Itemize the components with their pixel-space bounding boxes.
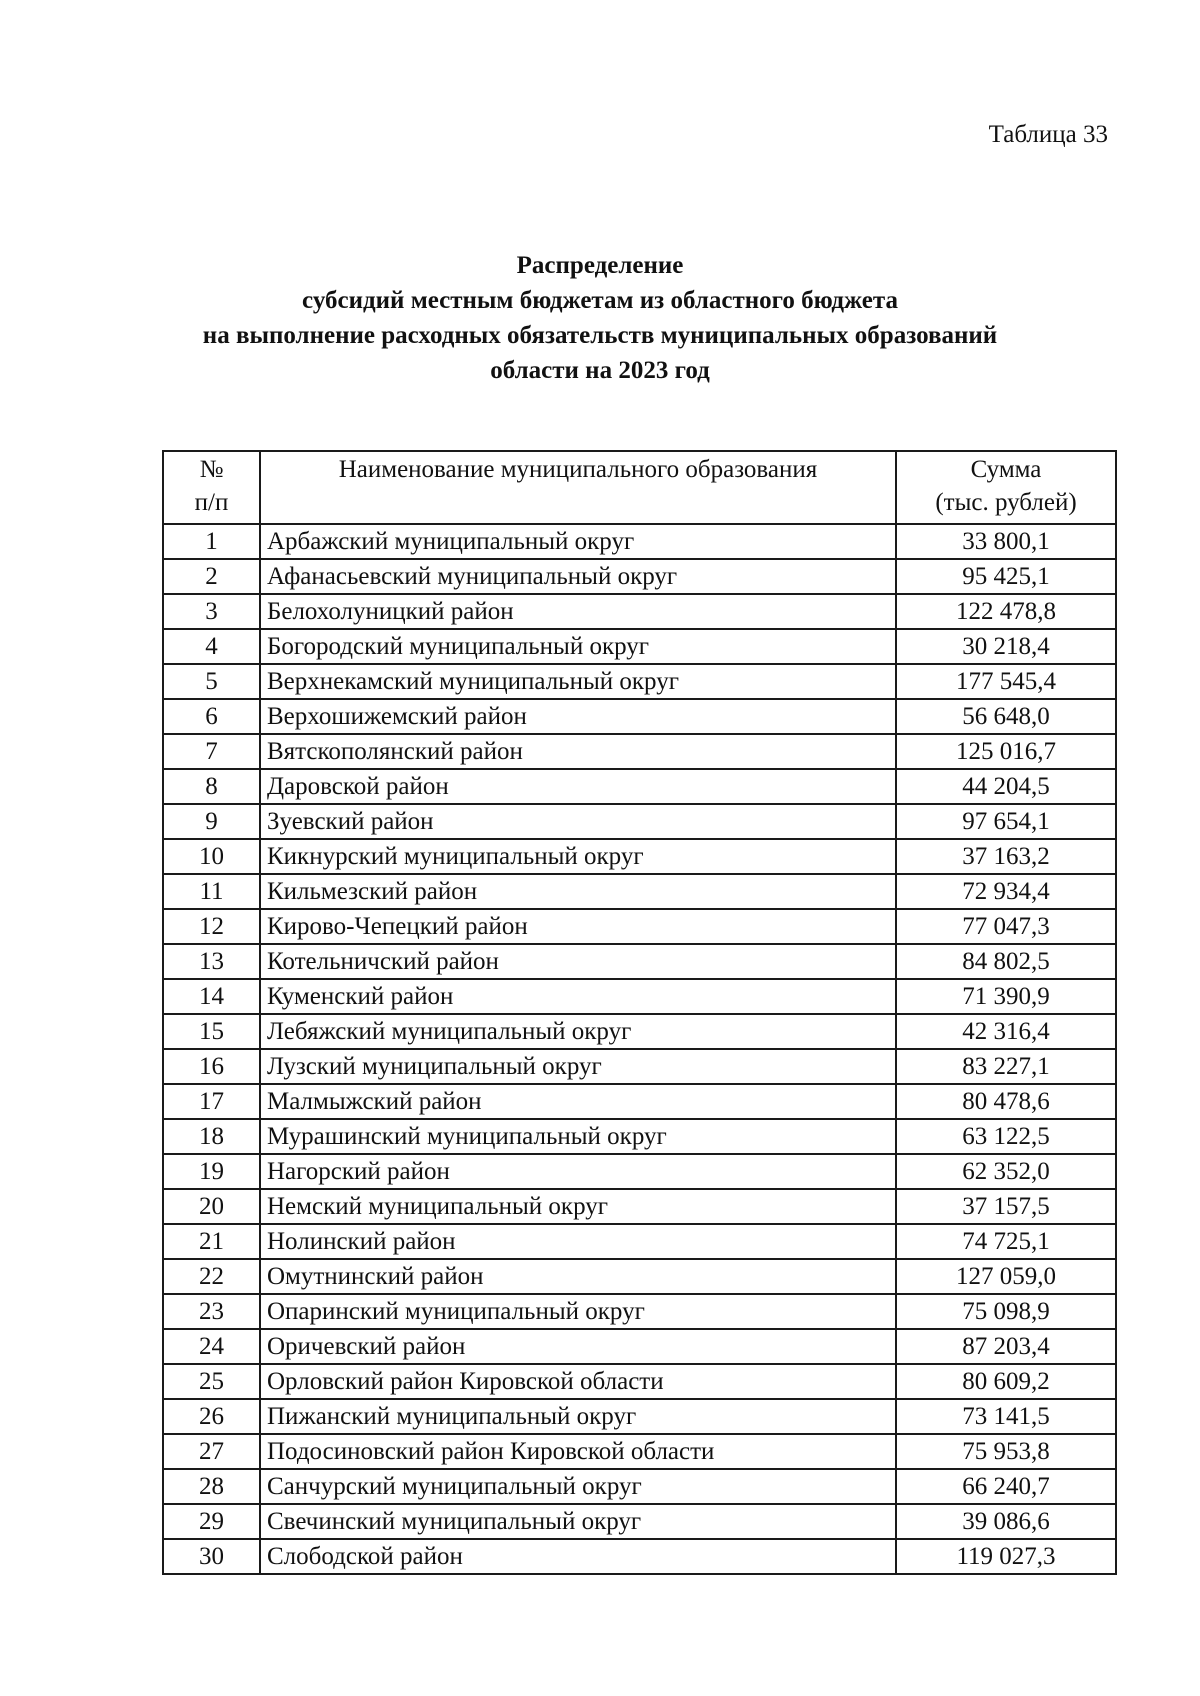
municipality-name-cell: Мурашинский муниципальный округ — [260, 1119, 896, 1154]
municipality-name-cell: Омутнинский район — [260, 1259, 896, 1294]
row-number-cell: 9 — [163, 804, 260, 839]
amount-cell: 125 016,7 — [896, 734, 1116, 769]
municipality-name-cell: Немский муниципальный округ — [260, 1189, 896, 1224]
header-sum-line2: (тыс. рублей) — [935, 489, 1077, 516]
municipality-name-cell: Подосиновский район Кировской области — [260, 1434, 896, 1469]
header-num — [163, 451, 260, 524]
row-number-cell: 27 — [163, 1434, 260, 1469]
row-number-cell: 17 — [163, 1084, 260, 1119]
header-name — [260, 451, 896, 524]
table-row — [163, 594, 1116, 629]
table-row — [163, 1119, 1116, 1154]
header-sum — [896, 451, 1116, 524]
amount-cell: 42 316,4 — [896, 1014, 1116, 1049]
amount-cell: 39 086,6 — [896, 1504, 1116, 1539]
municipality-name-cell: Кильмезский район — [260, 874, 896, 909]
row-number-cell: 3 — [163, 594, 260, 629]
header-sum-line1: Сумма — [970, 456, 1042, 483]
amount-cell: 80 609,2 — [896, 1364, 1116, 1399]
row-number-cell: 28 — [163, 1469, 260, 1504]
amount-cell: 37 157,5 — [896, 1189, 1116, 1224]
municipality-name-cell: Куменский район — [260, 979, 896, 1014]
table-row — [163, 1049, 1116, 1084]
amount-cell: 87 203,4 — [896, 1329, 1116, 1364]
table-row — [163, 629, 1116, 664]
table-row — [163, 874, 1116, 909]
municipality-name-cell: Даровской район — [260, 769, 896, 804]
amount-cell: 73 141,5 — [896, 1399, 1116, 1434]
table-row — [163, 1189, 1116, 1224]
row-number-cell: 8 — [163, 769, 260, 804]
amount-cell: 66 240,7 — [896, 1469, 1116, 1504]
amount-cell: 119 027,3 — [896, 1539, 1116, 1574]
row-number-cell: 25 — [163, 1364, 260, 1399]
amount-cell: 71 390,9 — [896, 979, 1116, 1014]
municipality-name-cell: Нолинский район — [260, 1224, 896, 1259]
amount-cell: 56 648,0 — [896, 699, 1116, 734]
amount-cell: 37 163,2 — [896, 839, 1116, 874]
amount-cell: 75 098,9 — [896, 1294, 1116, 1329]
heading-line: на выполнение расходных обязательств муниципальных образований — [202, 322, 998, 349]
header-num-line1: № — [199, 456, 224, 483]
table-row — [163, 1154, 1116, 1189]
row-number-cell: 7 — [163, 734, 260, 769]
table-row — [163, 1399, 1116, 1434]
municipality-name-cell: Оричевский район — [260, 1329, 896, 1364]
table-row — [163, 1084, 1116, 1119]
table-row — [163, 664, 1116, 699]
municipality-name-cell: Котельничский район — [260, 944, 896, 979]
municipality-name-cell: Пижанский муниципальный округ — [260, 1399, 896, 1434]
row-number-cell: 16 — [163, 1049, 260, 1084]
amount-cell: 83 227,1 — [896, 1049, 1116, 1084]
table-header — [163, 451, 1116, 524]
table-body — [163, 524, 1116, 1574]
municipality-name-cell: Санчурский муниципальный округ — [260, 1469, 896, 1504]
amount-cell: 95 425,1 — [896, 559, 1116, 594]
row-number-cell: 5 — [163, 664, 260, 699]
amount-cell: 74 725,1 — [896, 1224, 1116, 1259]
municipality-name-cell: Орловский район Кировской области — [260, 1364, 896, 1399]
municipality-name-cell: Верхошижемский район — [260, 699, 896, 734]
table-row — [163, 734, 1116, 769]
amount-cell: 84 802,5 — [896, 944, 1116, 979]
municipality-name-cell: Арбажский муниципальный округ — [260, 524, 896, 559]
table-row — [163, 1434, 1116, 1469]
row-number-cell: 23 — [163, 1294, 260, 1329]
table-row — [163, 1294, 1116, 1329]
table-row — [163, 1014, 1116, 1049]
heading-line: субсидий местным бюджетам из областного бюджета — [302, 287, 898, 314]
municipality-name-cell: Белохолуницкий район — [260, 594, 896, 629]
table-row — [163, 1364, 1116, 1399]
table-row — [163, 839, 1116, 874]
amount-cell: 80 478,6 — [896, 1084, 1116, 1119]
municipality-name-cell: Малмыжский район — [260, 1084, 896, 1119]
municipality-name-cell: Нагорский район — [260, 1154, 896, 1189]
row-number-cell: 10 — [163, 839, 260, 874]
municipality-name-cell: Кикнурский муниципальный округ — [260, 839, 896, 874]
municipality-name-cell: Богородский муниципальный округ — [260, 629, 896, 664]
row-number-cell: 30 — [163, 1539, 260, 1574]
row-number-cell: 26 — [163, 1399, 260, 1434]
amount-cell: 77 047,3 — [896, 909, 1116, 944]
municipality-name-cell: Вятскополянский район — [260, 734, 896, 769]
municipality-name-cell: Опаринский муниципальный округ — [260, 1294, 896, 1329]
row-number-cell: 22 — [163, 1259, 260, 1294]
table-row — [163, 1259, 1116, 1294]
heading-line: области на 2023 год — [490, 357, 710, 384]
amount-cell: 33 800,1 — [896, 524, 1116, 559]
table-row — [163, 909, 1116, 944]
table-row — [163, 1224, 1116, 1259]
row-number-cell: 21 — [163, 1224, 260, 1259]
row-number-cell: 20 — [163, 1189, 260, 1224]
municipality-name-cell: Слободской район — [260, 1539, 896, 1574]
table-row — [163, 699, 1116, 734]
row-number-cell: 13 — [163, 944, 260, 979]
row-number-cell: 11 — [163, 874, 260, 909]
amount-cell: 177 545,4 — [896, 664, 1116, 699]
row-number-cell: 12 — [163, 909, 260, 944]
document-heading — [0, 248, 1200, 388]
header-num-line2: п/п — [194, 489, 229, 516]
amount-cell: 63 122,5 — [896, 1119, 1116, 1154]
row-number-cell: 14 — [163, 979, 260, 1014]
header-name-text: Наименование муниципального образования — [338, 456, 818, 483]
header-row — [163, 451, 1116, 524]
municipality-name-cell: Лебяжский муниципальный округ — [260, 1014, 896, 1049]
table-row — [163, 804, 1116, 839]
table-row — [163, 769, 1116, 804]
table-row — [163, 944, 1116, 979]
heading-line: Распределение — [516, 252, 684, 279]
amount-cell: 75 953,8 — [896, 1434, 1116, 1469]
row-number-cell: 18 — [163, 1119, 260, 1154]
table-row — [163, 1469, 1116, 1504]
amount-cell: 127 059,0 — [896, 1259, 1116, 1294]
amount-cell: 72 934,4 — [896, 874, 1116, 909]
table-row — [163, 1504, 1116, 1539]
row-number-cell: 24 — [163, 1329, 260, 1364]
amount-cell: 44 204,5 — [896, 769, 1116, 804]
table-row — [163, 1539, 1116, 1574]
municipality-name-cell: Кирово-Чепецкий район — [260, 909, 896, 944]
row-number-cell: 4 — [163, 629, 260, 664]
table-row — [163, 979, 1116, 1014]
municipality-name-cell: Зуевский район — [260, 804, 896, 839]
municipality-name-cell: Лузский муниципальный округ — [260, 1049, 896, 1084]
row-number-cell: 19 — [163, 1154, 260, 1189]
amount-cell: 30 218,4 — [896, 629, 1116, 664]
subsidy-table — [162, 450, 1117, 1575]
amount-cell: 97 654,1 — [896, 804, 1116, 839]
table-number-label: Таблица 33 — [988, 121, 1108, 148]
row-number-cell: 2 — [163, 559, 260, 594]
row-number-cell: 15 — [163, 1014, 260, 1049]
row-number-cell: 1 — [163, 524, 260, 559]
table-row — [163, 524, 1116, 559]
table-row — [163, 1329, 1116, 1364]
amount-cell: 122 478,8 — [896, 594, 1116, 629]
municipality-name-cell: Верхнекамский муниципальный округ — [260, 664, 896, 699]
table-row — [163, 559, 1116, 594]
row-number-cell: 29 — [163, 1504, 260, 1539]
amount-cell: 62 352,0 — [896, 1154, 1116, 1189]
municipality-name-cell: Афанасьевский муниципальный округ — [260, 559, 896, 594]
row-number-cell: 6 — [163, 699, 260, 734]
municipality-name-cell: Свечинский муниципальный округ — [260, 1504, 896, 1539]
